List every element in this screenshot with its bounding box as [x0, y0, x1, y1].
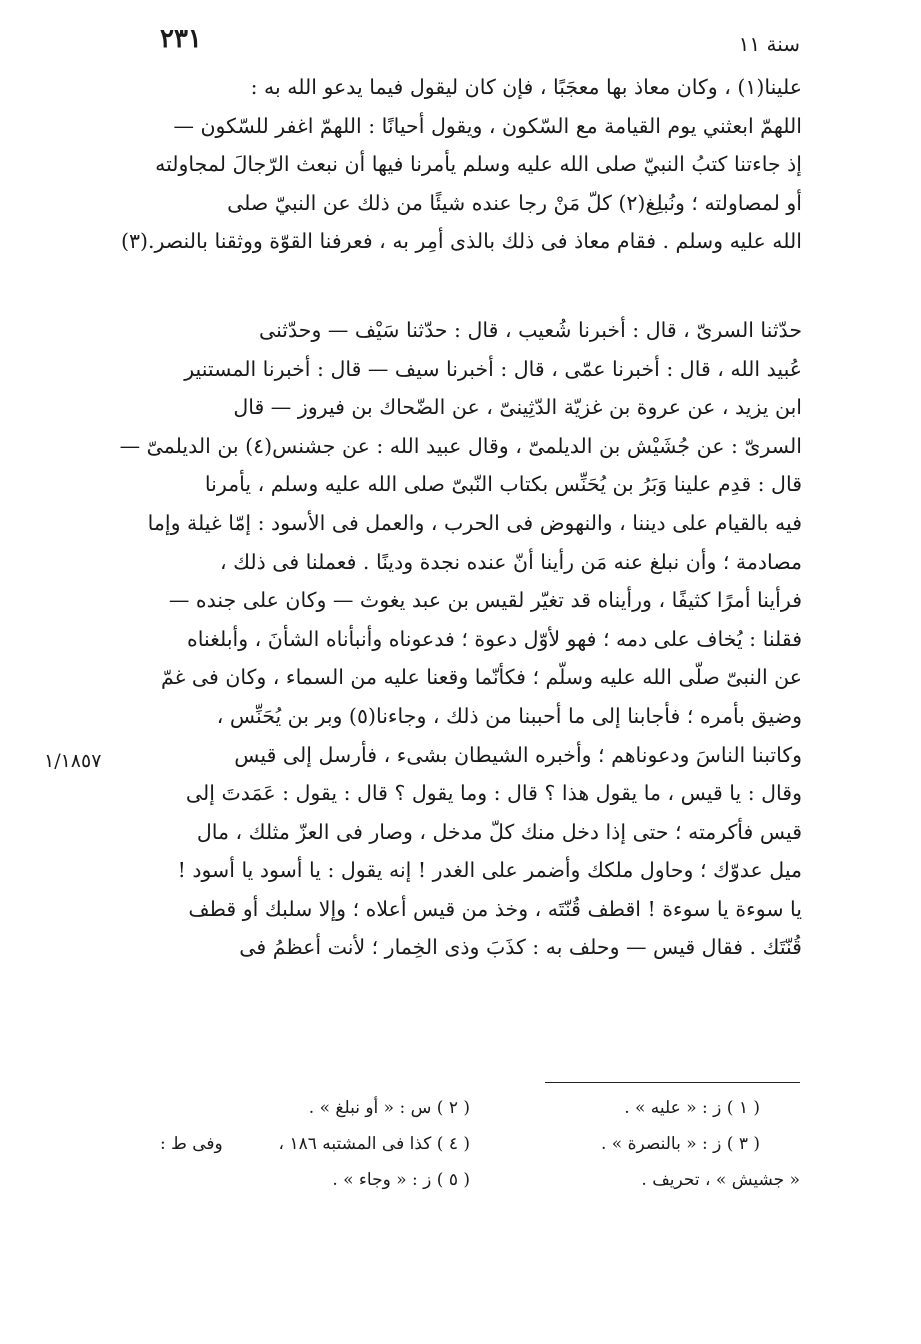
text-line: عن النبىّ صلّى الله عليه وسلّم ؛ فكأنّما وقعنا عليه من السماء ، وكان فى غمّ — [161, 665, 802, 690]
footnote-2: ( ٢ ) س : « أو نبلغ » . — [308, 1098, 470, 1118]
text-line: اللهمّ ابعثني يوم القيامة مع السّكون ، ويقول أحيانًا : اللهمّ اغفر للسّكون — — [173, 113, 802, 138]
text-line: عُبيد الله ، قال : أخبرنا عمّى ، قال : أخبرنا سيف — قال : أخبرنا المستنير — [184, 356, 802, 381]
text-line: فيه بالقيام على ديننا ، والنهوض فى الحرب ، والعمل فى الأسود : إمّا غيلة وإما — [147, 510, 802, 535]
margin-reference: ١/١٨٥٧ — [44, 750, 102, 772]
paragraph-gap — [158, 261, 802, 311]
footnote-3: ( ٣ ) ز : « بالنصرة » . — [600, 1134, 760, 1154]
page-number: ٢٣١ — [160, 24, 202, 54]
text-line: الله عليه وسلم . فقام معاذ فى ذلك بالذى أمِر به ، فعرفنا القوّة ووثقنا بالنصر.(٣) — [120, 229, 802, 254]
footnotes — [160, 1092, 800, 1200]
text-line: أو لمصاولته ؛ ونُبلِغ(٢) كلّ مَنْ رجا عنده شيئًا من ذلك عن النبيّ صلى — [227, 190, 802, 215]
text-line: وكاتبنا الناسَ ودعوناهم ؛ وأخبره الشيطان بشىء ، فأرسل إلى قيس — [234, 742, 802, 767]
footnote-row — [160, 1092, 800, 1128]
text-line: وقال : يا قيس ، ما يقول هذا ؟ قال : وما يقول ؟ قال : يقول : عَمَدتَ إلى — [185, 781, 802, 806]
footnote-4-text: ( ٤ ) كذا فى المشتبه ١٨٦ ، — [278, 1134, 470, 1154]
text-line: قال : قدِم علينا وَبَرُ بن يُحَنِّس بكتاب النّبىّ صلى الله عليه وسلم ، يأمرنا — [204, 472, 802, 497]
text-line: وضيق بأمره ؛ فأجابنا إلى ما أحببنا من ذلك ، وجاءنا(٥) وبر بن يُحَنِّس ، — [216, 703, 802, 728]
text-line: ميل عدوّك ؛ وحاول ملكك وأضمر على الغدر ! إنه يقول : يا أسود يا أسود ! — [177, 858, 802, 883]
footnote-divider — [545, 1082, 800, 1083]
paragraph-1 — [120, 68, 802, 261]
text-line: مصادمة ؛ وأن نبلغ عنه مَن رأينا أنّ عنده نجدة ودينًا . فعملنا فى ذلك ، — [219, 549, 802, 574]
text-line: حدّثنا السرىّ ، قال : أخبرنا شُعيب ، قال : حدّثنا سَيْف — وحدّثنى — [259, 317, 802, 342]
footnote-4-cont: وفى ط : — [160, 1134, 223, 1154]
footnote-row — [160, 1128, 800, 1164]
text-line: يا سوءة يا سوءة ! اقطف قُنّتَه ، وخذ من قيس أعلاه ؛ وإلا سلبك أو قطف — [188, 896, 802, 921]
paragraph-2 — [119, 311, 802, 967]
footnote-5: ( ٥ ) ز : « وجاء » . — [332, 1170, 470, 1190]
text-line: فرأينا أمرًا كثيفًا ، ورأيناه قد تغيّر لقيس بن عبد يغوث — وكان على جنده — — [168, 588, 802, 613]
text-line: قيس فأكرمته ؛ حتى إذا دخل منك كلّ مدخل ، وصار فى العزّ مثلك ، مال — [196, 819, 802, 844]
footnote-4 — [160, 1134, 470, 1154]
running-head: سنة ١١ — [738, 32, 800, 56]
footnote-1: ( ١ ) ز : « عليه » . — [624, 1098, 760, 1118]
footnote-4-end: « جشيش » ، تحريف . — [641, 1170, 800, 1190]
footnote-row — [160, 1164, 800, 1200]
text-line: السرىّ : عن جُشَيْش بن الديلمىّ ، وقال عبيد الله : عن جشنس(٤) بن الديلمىّ — — [119, 433, 802, 458]
text-line: علينا(١) ، وكان معاذ بها معجَبًا ، فإن كان ليقول فيما يدعو الله به : — [250, 75, 802, 99]
text-line: ابن يزيد ، عن عروة بن غزيّة الدّثِينىّ ، عن الضّحاك بن فيروز — قال — [233, 395, 802, 420]
text-line: قُنّتَك . فقال قيس — وحلف به : كذَبَ وذى الخِمار ؛ لأنت أعظمُ فى — [239, 935, 802, 960]
main-text — [119, 68, 802, 967]
page-header — [160, 22, 800, 62]
text-line: فقلنا : يُخاف على دمه ؛ فهو لأوّل دعوة ؛ فدعوناه وأنبأناه الشأنَ ، وأبلغناه — [186, 626, 802, 651]
text-line: إذ جاءتنا كتبُ النبيّ صلى الله عليه وسلم يأمرنا فيها أن نبعث الرّجالَ لمجاولته — [155, 152, 802, 177]
